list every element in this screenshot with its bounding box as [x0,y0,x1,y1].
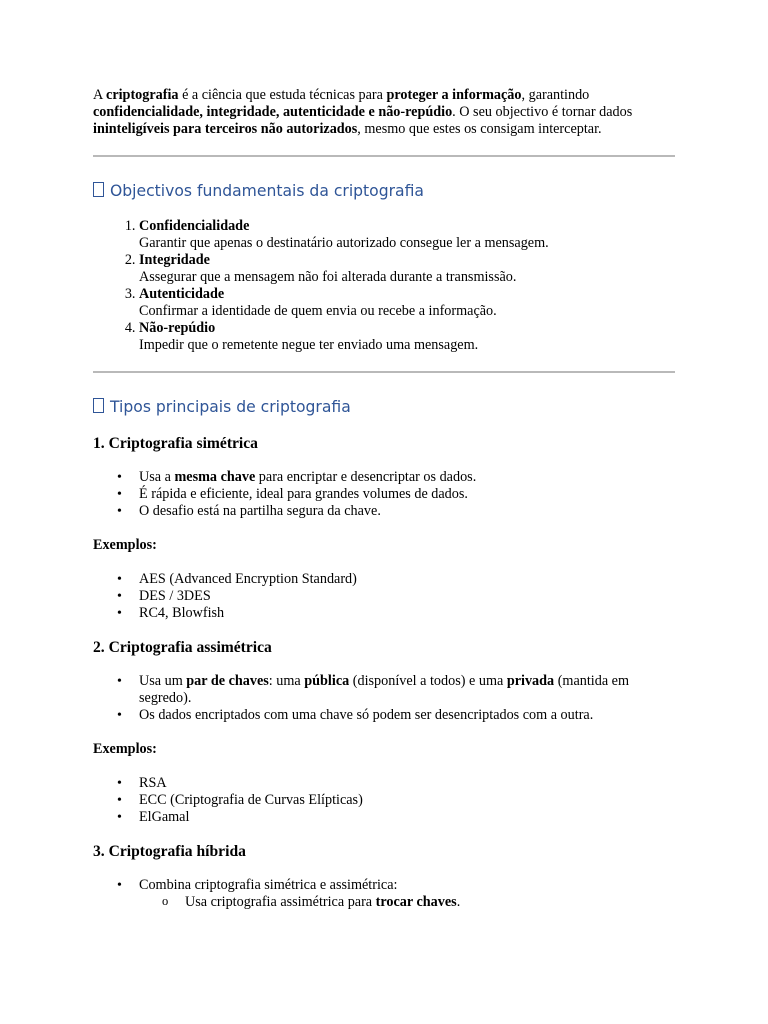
intro-text-2: é a ciência que estuda técnicas para [178,87,387,103]
hybrid-heading: 3. Criptografia híbrida [93,843,246,860]
types-title-text: Tipos principais de criptografia [110,398,351,416]
text: para encriptar e desencriptar os dados. [255,469,477,485]
text: Usa um [139,673,187,689]
list-item [139,469,675,486]
divider [93,371,675,373]
text: . [456,894,461,910]
hybrid-bullets [93,877,675,911]
list-item: • DES / 3DES [139,588,675,605]
objective-term: Confidencialidade [139,218,250,234]
symmetric-bullets [93,469,675,520]
list-item [139,320,675,354]
intro-text-4: . O seu objectivo é tornar dados [452,104,633,120]
list-item: • Os dados encriptados com uma chave só podem ser desencriptados com a outra. [139,707,675,724]
text: Combina criptografia simétrica e assimétrica: [139,877,398,893]
intro-text-3: , garantindo [521,87,590,103]
symmetric-examples [93,571,675,622]
list-item: • ElGamal [139,809,675,826]
objective-desc: Confirmar a identidade de quem envia ou recebe a informação. [139,303,497,319]
text: (disponível a todos) e uma [349,673,507,689]
objective-term: Integridade [139,252,210,268]
list-item [185,894,675,911]
types-title [93,397,675,417]
bold-text: mesma chave [174,469,256,485]
examples-label: Exemplos: [93,741,157,757]
hybrid-sub-bullets [139,894,675,911]
bold-text: pública [304,673,350,689]
intro-bold-4: ininteligíveis para terceiros não autorizados [93,121,358,137]
text: Usa criptografia assimétrica para [185,894,376,910]
asymmetric-examples [93,775,675,826]
objective-term: Não-repúdio [139,320,216,336]
list-item: • RSA [139,775,675,792]
list-item [139,673,675,707]
asymmetric-bullets [93,673,675,724]
list-item: • RC4, Blowfish [139,605,675,622]
objective-desc: Garantir que apenas o destinatário autorizado consegue ler a mensagem. [139,235,549,251]
intro-text-5: , mesmo que estes os consigam interceptar. [357,121,602,137]
objectives-list [93,218,675,354]
objectives-title [93,181,675,201]
intro-text-1: A [93,87,107,103]
list-item: • AES (Advanced Encryption Standard) [139,571,675,588]
examples-label: Exemplos: [93,537,157,553]
objective-desc: Impedir que o remetente negue ter enviado uma mensagem. [139,337,479,353]
objectives-title-text: Objectivos fundamentais da criptografia [110,182,424,200]
bold-text: privada [506,673,555,689]
bold-text: trocar chaves [375,894,457,910]
text: Usa a [139,469,175,485]
objective-desc: Assegurar que a mensagem não foi alterada durante a transmissão. [139,269,517,285]
bold-text: par de chaves [186,673,269,689]
list-item [139,252,675,286]
placeholder-box-icon [93,182,104,197]
objective-term: Autenticidade [139,286,225,302]
symmetric-heading: 1. Criptografia simétrica [93,435,258,452]
text: : uma [268,673,305,689]
list-item [139,286,675,320]
list-item [139,877,675,911]
intro-bold-2: proteger a informação [386,87,522,103]
list-item [139,218,675,252]
divider [93,155,675,157]
text: (mantida em segredo). [139,673,629,706]
list-item: • ECC (Criptografia de Curvas Elípticas) [139,792,675,809]
intro-bold-1: criptografia [106,87,179,103]
asymmetric-heading: 2. Criptografia assimétrica [93,639,272,656]
list-item: • É rápida e eficiente, ideal para grandes volumes de dados. [139,486,675,503]
intro-paragraph [93,87,675,138]
list-item: • O desafio está na partilha segura da chave. [139,503,675,520]
placeholder-box-icon [93,398,104,413]
document-page [93,87,675,911]
intro-bold-3: confidencialidade, integridade, autenticidade e não-repúdio [93,104,453,120]
